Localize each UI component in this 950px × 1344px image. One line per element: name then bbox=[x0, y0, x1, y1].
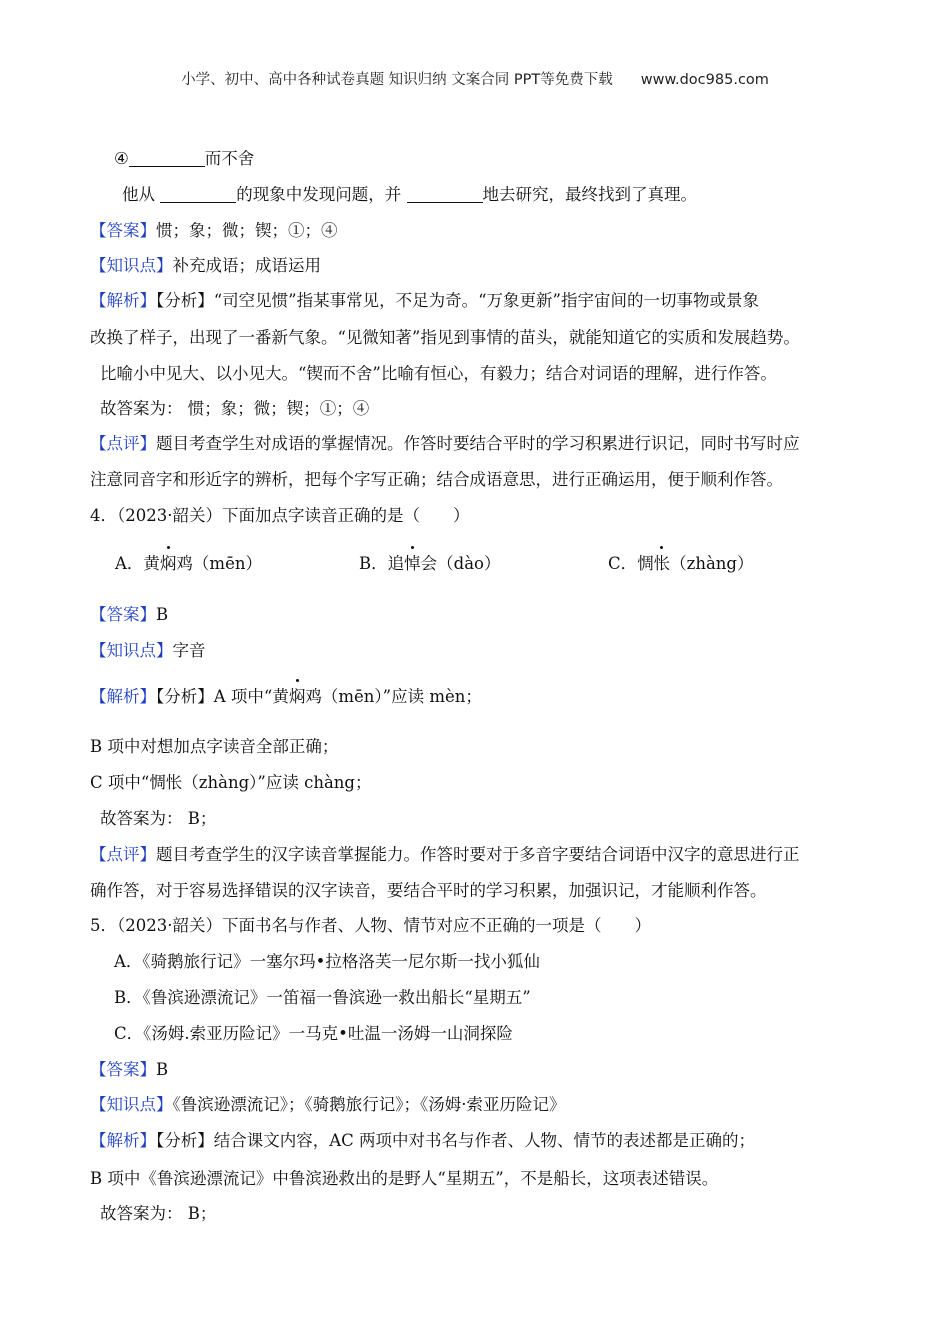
q4-analysis-line-2: B 项中对想加点字读音全部正确； bbox=[90, 737, 339, 756]
q3-conclusion: 故答案为： 惯；象；微；锲；①；④ bbox=[100, 399, 370, 418]
q4-option-a[interactable]: A．黄焖鸡（mēn） bbox=[115, 550, 262, 574]
q5-option-a[interactable]: A．《骑鹅旅行记》一塞尔玛•拉格洛芙一尼尔斯一找小狐仙 bbox=[114, 952, 540, 971]
fill-blank[interactable] bbox=[160, 184, 236, 203]
q4-stem: 4．（2023·韶关）下面加点字读音正确的是（ ） bbox=[90, 506, 470, 525]
fill-blank[interactable] bbox=[129, 148, 205, 167]
q4-conclusion: 故答案为： B； bbox=[100, 809, 217, 828]
q4-analysis-line-1: 【解析】【分析】A 项中“黄焖鸡（mēn）”应读 mèn； bbox=[90, 683, 482, 707]
q3-analysis-line-1: 【解析】【分析】“司空见惯”指某事常见，不足为奇。“万象更新”指宇宙间的一切事物或景象 bbox=[90, 291, 759, 310]
q5-analysis-line-2: B 项中《鲁滨逊漂流记》中鲁滨逊救出的是野人“星期五”，不是船长，这项表述错误。 bbox=[90, 1169, 719, 1188]
page-header bbox=[0, 68, 950, 89]
q3-analysis-line-3: 比喻小中见大、以小见大。“锲而不舍”比喻有恒心，有毅力；结合对词语的理解，进行作答。 bbox=[100, 364, 777, 383]
fill-blank[interactable] bbox=[407, 184, 483, 203]
q3-answer: 【答案】惯；象；微；锲；①；④ bbox=[90, 221, 338, 240]
q5-analysis-line-1: 【解析】【分析】结合课文内容，AC 两项中对书名与作者、人物、情节的表述都是正确的； bbox=[90, 1131, 756, 1150]
q3-comment-line-2: 注意同音字和形近字的辨析，把每个字写正确；结合成语意思，进行正确运用，便于顺利作答。 bbox=[90, 470, 783, 489]
q5-option-b[interactable]: B．《鲁滨逊漂流记》一笛福一鲁滨逊一救出船长“星期五” bbox=[114, 988, 531, 1007]
q5-option-c[interactable]: C．《汤姆.索亚历险记》一马克•吐温一汤姆一山洞探险 bbox=[114, 1024, 513, 1043]
header-site-link[interactable]: www.doc985.com bbox=[640, 72, 769, 88]
q5-conclusion: 故答案为： B； bbox=[100, 1204, 217, 1223]
q4-analysis-line-3: C 项中“惆怅（zhàng）”应读 chàng； bbox=[90, 773, 372, 792]
q4-option-b[interactable]: B．追悼会（dào） bbox=[359, 550, 500, 574]
q3-knowledge-point: 【知识点】补充成语；成语运用 bbox=[90, 256, 321, 275]
q4-answer: 【答案】B bbox=[90, 605, 169, 624]
q3-sentence: 他从 的现象中发现问题，并 地去研究，最终找到了真理。 bbox=[122, 185, 697, 204]
header-text: 小学、初中、高中各种试卷真题 知识归纳 文案合同 PPT等免费下载 bbox=[181, 72, 613, 88]
q3-analysis-line-2: 改换了样子，出现了一番新气象。“见微知著”指见到事情的苗头，就能知道它的实质和发展趋势。 bbox=[90, 328, 800, 347]
q4-comment-line-2: 确作答，对于容易选择错误的汉字读音，要结合平时的学习积累，加强识记，才能顺利作答。 bbox=[90, 881, 767, 900]
q3-comment-line-1: 【点评】题目考查学生对成语的掌握情况。作答时要结合平时的学习积累进行识记，同时书写时应 bbox=[90, 434, 800, 453]
q5-answer: 【答案】B bbox=[90, 1060, 169, 1079]
q5-knowledge-point: 【知识点】《鲁滨逊漂流记》；《骑鹅旅行记》；《汤姆·索亚历险记》 bbox=[90, 1095, 566, 1114]
q4-knowledge-point: 【知识点】字音 bbox=[90, 641, 206, 660]
q5-stem: 5．（2023·韶关）下面书名与作者、人物、情节对应不正确的一项是（ ） bbox=[90, 916, 651, 935]
q4-option-c[interactable]: C．惆怅（zhàng） bbox=[608, 550, 753, 574]
q3-item4: ④ 而不舍 bbox=[114, 149, 255, 168]
q4-comment-line-1: 【点评】题目考查学生的汉字读音掌握能力。作答时要对于多音字要结合词语中汉字的意思进行正 bbox=[90, 845, 800, 864]
